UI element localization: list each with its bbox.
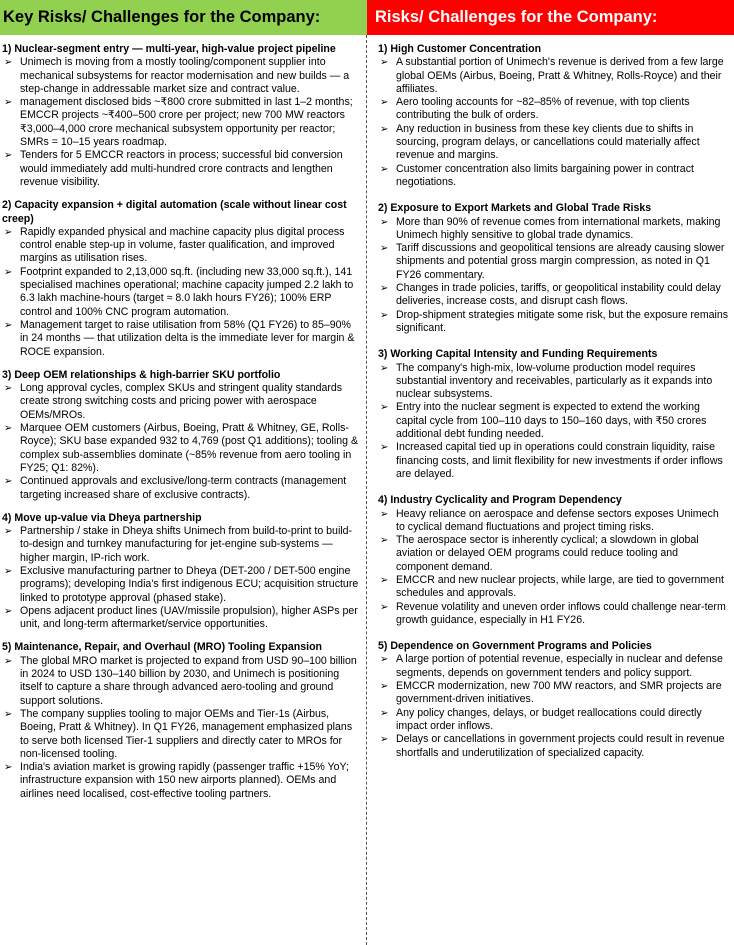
arrow-bullet-icon: ➢ (4, 655, 13, 667)
bullet-list (2, 525, 360, 631)
bullet-text: Delays or cancellations in government projects could result in revenue shortfalls and underutilization of specialized capacity. (396, 733, 725, 759)
bullet-list (378, 653, 730, 759)
arrow-bullet-icon: ➢ (4, 226, 13, 238)
bullet-item (2, 266, 360, 319)
bullet-item (378, 96, 730, 123)
arrow-bullet-icon: ➢ (380, 535, 389, 547)
arrow-bullet-icon: ➢ (4, 97, 13, 109)
left-section-5 (2, 631, 360, 801)
bullet-text: A large portion of potential revenue, especially in nuclear and defense segments, depends on government tenders and policy support. (396, 653, 723, 679)
bullet-list (2, 56, 360, 189)
section-heading: 5) Dependence on Government Programs and Policies (378, 640, 652, 653)
bullet-item (378, 601, 730, 628)
arrow-bullet-icon: ➢ (380, 707, 389, 719)
left-header-title: Key Risks/ Challenges for the Company: (3, 8, 321, 26)
right-section-2 (378, 189, 730, 335)
bullet-item (378, 441, 730, 481)
bullet-item (378, 534, 730, 574)
arrow-bullet-icon: ➢ (380, 508, 389, 520)
arrow-bullet-icon: ➢ (4, 708, 13, 720)
bullet-text: Partnership / stake in Dheya shifts Unimech from build-to-print to build-to-design and turnkey manufacturing for jet-engine sub-systems — higher margin, IP-rich work. (20, 525, 353, 564)
bullet-item (378, 707, 730, 734)
left-section-2 (2, 189, 360, 359)
right-section-1 (378, 35, 730, 189)
arrow-bullet-icon: ➢ (380, 123, 389, 135)
bullet-list (378, 362, 730, 482)
bullet-text: The aerospace sector is inherently cyclical; a slowdown in global aviation or delayed OEM programs could reduce tooling and component demand. (396, 534, 699, 573)
bullet-item (2, 382, 360, 422)
section-heading: 3) Deep OEM relationships & high-barrier SKU portfolio (2, 368, 281, 381)
bullet-text: Footprint expanded to 2,13,000 sq.ft. (including new 33,000 sq.ft.), 141 specialised machines operational; machine capacity jumped 2.2 lakh to 6.3 lakh machine-hours (target ≈ 8.0 lakh hours FY26); 100% ERP control and 100% CNC program automation. (20, 265, 354, 318)
arrow-bullet-icon: ➢ (4, 762, 13, 774)
bullet-item (378, 123, 730, 163)
bullet-text: EMCCR modernization, new 700 MW reactors, and SMR projects are government-driven initiatives. (396, 680, 722, 706)
bullet-item (2, 708, 360, 761)
right-section-5 (378, 627, 730, 760)
bullet-item (2, 96, 360, 149)
arrow-bullet-icon: ➢ (380, 57, 389, 69)
bullet-text: Revenue volatility and uneven order inflows could challenge near-term growth guidance, especially in H1 FY26. (396, 600, 726, 626)
arrow-bullet-icon: ➢ (4, 383, 13, 395)
right-header-banner (367, 0, 734, 35)
left-section-3 (2, 359, 360, 502)
bullet-item (378, 508, 730, 535)
section-heading: 4) Industry Cyclicality and Program Dependency (378, 494, 622, 507)
bullet-text: More than 90% of revenue comes from international markets, making Unimech highly sensitive to global trade dynamics. (396, 215, 721, 241)
arrow-bullet-icon: ➢ (4, 319, 13, 331)
bullet-item (2, 655, 360, 708)
section-heading: 2) Capacity expansion + digital automation (scale without linear cost creep) (2, 199, 347, 225)
bullet-text: India's aviation market is growing rapidly (passenger traffic +15% YoY; infrastructure expansion with 150 new airports planned). OEMs and airlines need localised, cost-effective tooling partners. (20, 761, 349, 800)
bullet-item (2, 149, 360, 189)
left-header-banner (0, 0, 367, 35)
bullet-text: Continued approvals and exclusive/long-term contracts (management targeting increased share of exclusive contracts). (20, 475, 347, 501)
arrow-bullet-icon: ➢ (380, 283, 389, 295)
bullet-item (378, 680, 730, 707)
arrow-bullet-icon: ➢ (4, 57, 13, 69)
arrow-bullet-icon: ➢ (4, 526, 13, 538)
column-divider (366, 35, 367, 945)
bullet-text: The global MRO market is projected to expand from USD 90–100 billion in 2024 to USD 130–140 billion by 2030, and Unimech is positioning itself to capture a share through advanced aero-tooling and ground support solutions. (20, 654, 357, 707)
bullet-item (2, 605, 360, 632)
arrow-bullet-icon: ➢ (380, 654, 389, 666)
bullet-text: The company's high-mix, low-volume production model requires substantial inventory and receivables, particularly as it expands into nuclear subsystems. (396, 361, 713, 401)
bullet-text: The company supplies tooling to major OEMs and Tier-1s (Airbus, Boeing, Pratt & Whitney). In Q1 FY26, management emphasized plans to serve both licensed Tier-1 suppliers and directly cater to MROs for non-licensed tooling. (20, 707, 353, 760)
bullet-item (2, 226, 360, 266)
bullet-item (378, 574, 730, 601)
bullet-item (378, 362, 730, 402)
bullet-text: Drop-shipment strategies mitigate some risk, but the exposure remains significant. (396, 308, 729, 334)
bullet-text: Tenders for 5 EMCCR reactors in process; successful bid conversion would immediately add multi-hundred crore contracts and lengthen revenue visibility. (20, 149, 343, 188)
left-section-1 (2, 35, 360, 189)
arrow-bullet-icon: ➢ (380, 681, 389, 693)
bullet-text: Long approval cycles, complex SKUs and stringent quality standards create strong switching costs and pricing power with aerospace OEMs/MROs. (20, 382, 343, 421)
right-section-4 (378, 481, 730, 627)
bullet-item (2, 56, 360, 96)
section-heading: 1) Nuclear-segment entry — multi-year, high-value project pipeline (2, 43, 336, 55)
section-heading: 5) Maintenance, Repair, and Overhaul (MRO) Tooling Expansion (2, 641, 323, 654)
bullet-text: Any policy changes, delays, or budget reallocations could directly impact order inflows. (396, 706, 702, 732)
bullet-text: Entry into the nuclear segment is expected to extend the working capital cycle from 100–110 days to 150–160 days, with ₹50 crores additional debt funding needed. (396, 401, 707, 441)
bullet-text: Tariff discussions and geopolitical tensions are already causing slower shipments and potential gross margin compression, as noted in Q1 FY26 commentary. (396, 242, 725, 281)
arrow-bullet-icon: ➢ (380, 163, 389, 175)
bullet-item (378, 242, 730, 282)
bullet-list (2, 226, 360, 359)
bullet-item (378, 309, 730, 336)
arrow-bullet-icon: ➢ (4, 565, 13, 577)
arrow-bullet-icon: ➢ (380, 574, 389, 586)
arrow-bullet-icon: ➢ (4, 266, 13, 278)
bullet-item (2, 319, 360, 359)
bullet-item (2, 525, 360, 565)
left-column (2, 35, 360, 801)
arrow-bullet-icon: ➢ (380, 216, 389, 228)
bullet-text: Changes in trade policies, tariffs, or geopolitical instability could delay deliveries, increase costs, and disrupt cash flows. (396, 282, 721, 308)
bullet-item (378, 401, 730, 441)
section-heading: 3) Working Capital Intensity and Funding Requirements (378, 348, 658, 361)
bullet-text: Marquee OEM customers (Airbus, Boeing, Pratt & Whitney, GE, Rolls-Royce); SKU base expanded 932 to 4,769 (post Q1 additions); tooling & complex sub-assemblies dominate (~85% revenue from aero tooling in FY25; Q1: 82%). (20, 422, 359, 474)
section-heading: 4) Move up-value via Dheya partnership (2, 511, 202, 524)
bullet-text: Unimech is moving from a mostly tooling/component supplier into mechanical subsystems for reactor modernisation and new builds — a step-change in addressable market size and contract value. (20, 56, 350, 95)
arrow-bullet-icon: ➢ (380, 309, 389, 321)
bullet-text: Heavy reliance on aerospace and defense sectors exposes Unimech to cyclical demand fluctuations and project timing risks. (396, 507, 719, 533)
bullet-list (378, 216, 730, 336)
bullet-text: A substantial portion of Unimech's revenue is derived from a few large global OEMs (Airbus, Boeing, Pratt & Whitney, Rolls-Royce) and their affiliates. (396, 56, 724, 95)
bullet-item (2, 475, 360, 502)
bullet-list (378, 56, 730, 189)
bullet-text: Management target to raise utilisation from 58% (Q1 FY26) to 85–90% in 24 months — that utilization delta is the immediate lever for margin & ROCE expansion. (20, 318, 355, 358)
arrow-bullet-icon: ➢ (4, 476, 13, 488)
bullet-item (2, 422, 360, 475)
bullet-item (378, 163, 730, 190)
arrow-bullet-icon: ➢ (380, 601, 389, 613)
section-heading: 2) Exposure to Export Markets and Global Trade Risks (378, 202, 652, 215)
arrow-bullet-icon: ➢ (4, 605, 13, 617)
bullet-text: Increased capital tied up in operations could constrain liquidity, raise financing costs, and limit flexibility for new investments if order inflows are delayed. (396, 441, 723, 480)
right-column (378, 35, 730, 760)
bullet-item (2, 761, 360, 801)
bullet-text: Exclusive manufacturing partner to Dheya (DET-200 / DET-500 engine programs); developing India's first indigenous ECU; acquisition structure linked to prototype approval (phased stake). (20, 564, 359, 604)
arrow-bullet-icon: ➢ (380, 243, 389, 255)
bullet-text: EMCCR and new nuclear projects, while large, are tied to government schedules and approvals. (396, 573, 724, 600)
right-section-3 (378, 335, 730, 481)
right-header-title: Risks/ Challenges for the Company: (375, 8, 658, 26)
bullet-item (378, 282, 730, 309)
bullet-item (378, 216, 730, 243)
arrow-bullet-icon: ➢ (4, 150, 13, 162)
left-section-4 (2, 502, 360, 632)
bullet-item (2, 565, 360, 605)
bullet-item (378, 733, 730, 760)
bullet-list (378, 508, 730, 628)
bullet-text: Rapidly expanded physical and machine capacity plus digital process control enable step-up in volume, faster qualification, and improved margins as utilisation rises. (20, 225, 345, 265)
arrow-bullet-icon: ➢ (4, 423, 13, 435)
bullet-item (378, 653, 730, 680)
arrow-bullet-icon: ➢ (380, 442, 389, 454)
bullet-text: management disclosed bids ~₹800 crore submitted in last 1–2 months; EMCCR projects ~₹400–500 crore per project; new 700 MW reactors ₹3,000–4,000 crore mechanical subsystem opportunity per reactor; SMRs = 10–15 years roadmap. (20, 96, 353, 149)
bullet-text: Any reduction in business from these key clients due to shifts in sourcing, program delays, or cancellations could materially affect revenue and margins. (396, 122, 700, 162)
arrow-bullet-icon: ➢ (380, 402, 389, 414)
arrow-bullet-icon: ➢ (380, 362, 389, 374)
bullet-list (2, 382, 360, 502)
arrow-bullet-icon: ➢ (380, 734, 389, 746)
bullet-text: Aero tooling accounts for ~82–85% of revenue, with top clients contributing the bulk of orders. (396, 96, 690, 122)
bullet-text: Customer concentration also limits bargaining power in contract negotiations. (396, 162, 694, 188)
arrow-bullet-icon: ➢ (380, 97, 389, 109)
bullet-list (2, 655, 360, 801)
bullet-text: Opens adjacent product lines (UAV/missile propulsion), higher ASPs per unit, and long-term aftermarket/service opportunities. (20, 604, 358, 631)
section-heading: 1) High Customer Concentration (378, 43, 542, 55)
bullet-item (378, 56, 730, 96)
